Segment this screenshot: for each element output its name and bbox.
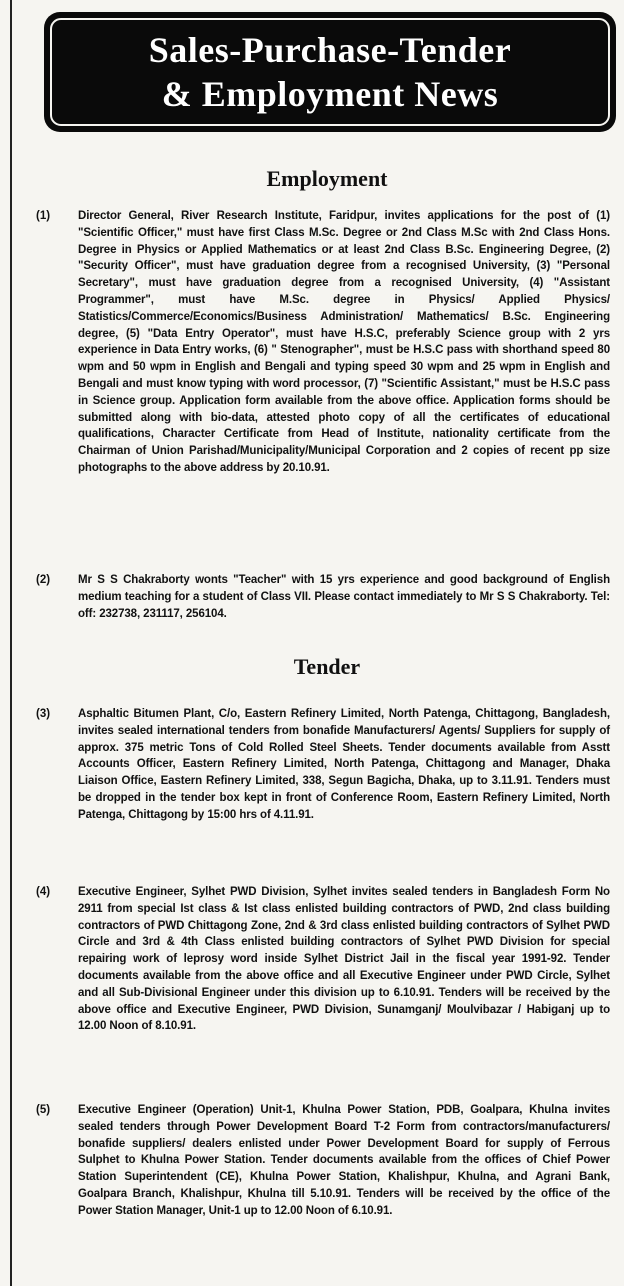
section-title-tender: Tender xyxy=(293,654,361,679)
section-title-employment: Employment xyxy=(266,166,388,191)
notice-number: (5) xyxy=(36,1104,51,1116)
notice-number: (3) xyxy=(36,708,51,720)
masthead-banner xyxy=(44,12,616,132)
notice-number: (4) xyxy=(36,886,51,898)
notice-text: Director General, River Research Institute, Faridpur, invites applications for the post of (1) "Scientific Officer," must have first Class M.Sc. Degree or 2nd Class M.Sc with 2nd Class Hons. Degree in Physics or Applied Mathematics or at least 2nd Class B.Sc. Engineering Degree, (2) "Security Officer", must have graduation degree from a recognised University, (3) "Personal Secretary", must have graduation degree from a recognised University, (4) "Assistant Programmer", must have M.Sc. degree in Physics/ Applied Physics/ Statistics/Commerce/Economics/Business Administration/ Mathematics/ B.Sc. Engineering degree, (5) "Data Entry Operator", must have H.S.C, preferably Science group with 2 yrs experience in Data Entry works, (6) " Stenographer", must be H.S.C pass with shorthand speed 80 wpm and 50 wpm in English and Bengali and typing speed 30 wpm and 25 wpm in English and Bengali and must know typing with word processor, (7) "Scientific Assistant," must be H.S.C pass in Science group. Application form available from the above office. Application forms should be submitted along with bio-data, attested photo copy of all the certificates of educational qualifications, Character Certificate from Head of Institute, nationality certificate from the Chairman of Union Parishad/Municipality/Municipal Corporation and 2 copies of recent pp size photographs to the above address by 20.10.91. xyxy=(78,210,610,474)
notice-number: (2) xyxy=(36,574,51,586)
notice-text: Asphaltic Bitumen Plant, C/o, Eastern Refinery Limited, North Patenga, Chittagong, Bangladesh, invites sealed international tenders from bonafide Manufacturers/ Agents/ Suppliers for supply of approx. 375 metric Tons of Cold Rolled Steel Sheets. Tender documents available from Asstt Accounts Officer, Eastern Refinery Limited, North Patenga, Chittagong and Manager, Dhaka Liaison Office, Eastern Refinery Limited, 338, Segun Bagicha, Dhaka, up to 3.11.91. Tenders must be dropped in the tender box kept in front of Conference Room, Eastern Refinery Limited, North Patenga, Chittagong by 15:00 hrs of 4.11.91. xyxy=(78,708,610,821)
masthead-title-line-2: & Employment News xyxy=(161,74,499,114)
notice-text: Executive Engineer, Sylhet PWD Division, Sylhet invites sealed tenders in Bangladesh Form No 2911 from special Ist class & Ist class enlisted building contractors of PWD, 2nd class building contractors of PWD Chittagong Zone, 2nd & 3rd class enlisted building contractors of Sylhet PWD Circle and 3rd & 4th Class enlisted building contractors of Sylhet PWD Division for special repairing work of leprosy word inside Sylhet District Jail in the fiscal year 1991-92. Tender documents available from the above office and all Executive Engineer under PWD Circle, Sylhet and all Sub-Divisional Engineer under this division up to 6.10.91. Tenders will be received by the above office and Executive Engineer, PWD Division, Sunamganj/ Moulvibazar / Habiganj up to 12.00 Noon of 8.10.91. xyxy=(78,886,610,1033)
masthead-frame xyxy=(50,18,610,126)
notice-text: Mr S S Chakraborty wonts "Teacher" with 15 yrs experience and good background of English medium teaching for a student of Class VII. Please contact immediately to Mr S S Chakraborty. Tel: off: 232738, 231117, 256104. xyxy=(78,574,610,620)
notice-item-5 xyxy=(36,1102,610,1220)
notice-text: Executive Engineer (Operation) Unit-1, Khulna Power Station, PDB, Goalpara, Khulna invites sealed tenders through Power Development Board T-2 Form from contractors/manufacturers/ bonafide suppliers/ dealers enlisted under Power Development Board for supply of Ferrous Sulphet to Khulna Power Station. Tender documents available from the offices of Chief Power Station Superintendent (CE), Khulna Power Station, Khalishpur, Khulna, and Agrani Bank, Goalpara Branch, Khalishpur, Khulna till 5.10.91. Tenders will be received by the office of the Power Station Manager, Unit-1 up to 12.00 Noon of 6.10.91. xyxy=(78,1104,610,1217)
masthead-title-line-1: Sales-Purchase-Tender xyxy=(148,30,512,70)
column-rule xyxy=(10,0,12,1286)
notice-item-3 xyxy=(36,706,610,824)
notice-item-4 xyxy=(36,884,610,1035)
notice-item-1 xyxy=(36,208,610,477)
notice-number: (1) xyxy=(36,210,51,222)
notice-item-2 xyxy=(36,572,610,622)
